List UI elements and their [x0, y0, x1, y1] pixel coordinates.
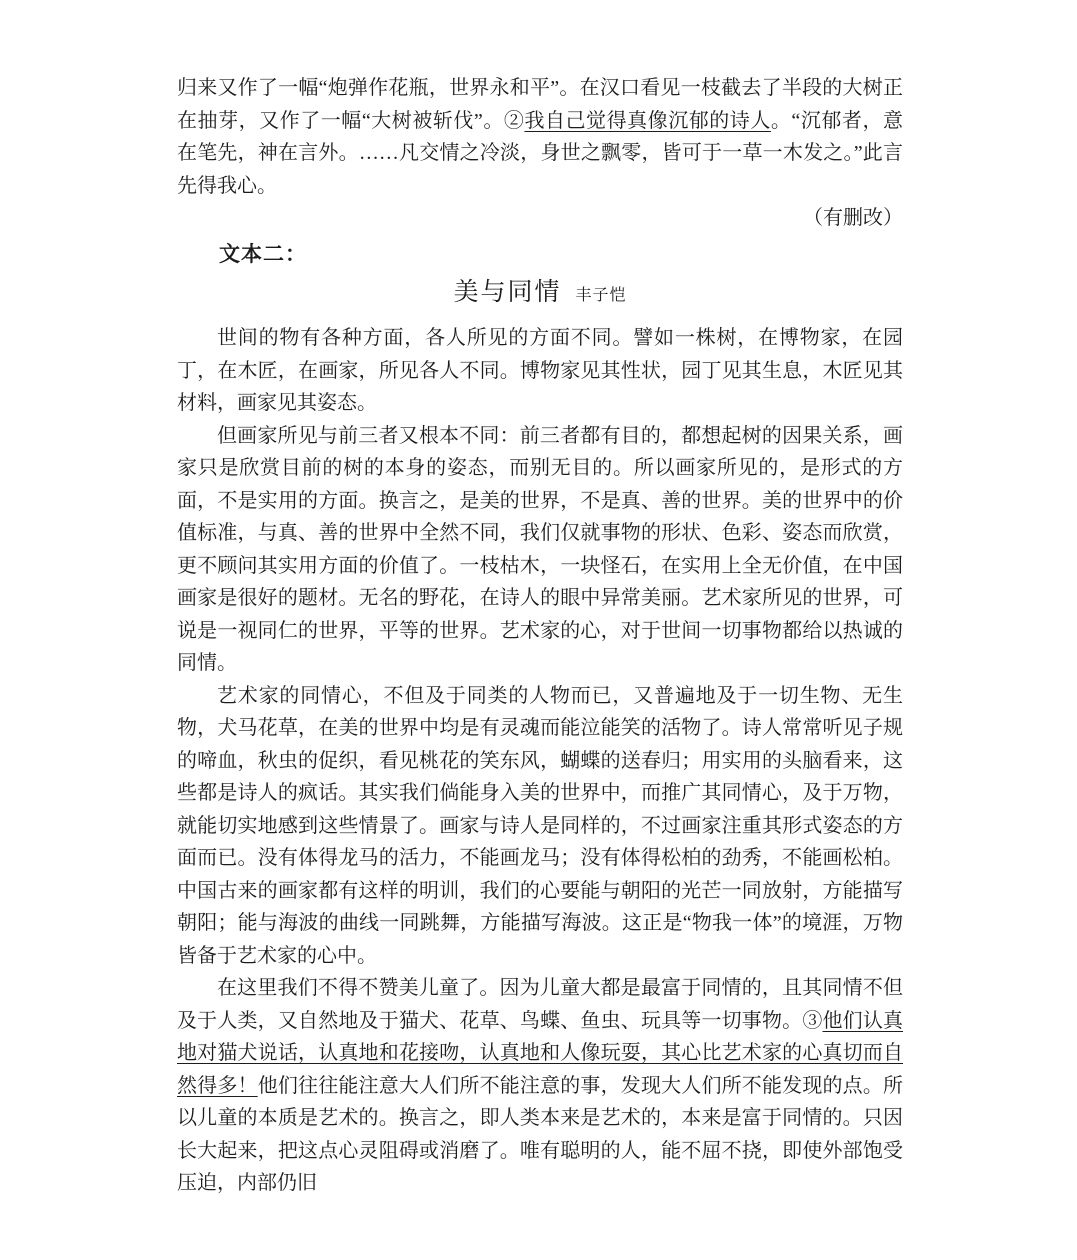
body-paragraph-3	[177, 680, 903, 973]
text-segment: 他们往往能注意大人们所不能注意的事，发现大人们所不能发现的点。所以儿童的本质是艺术的。换言之，即人类本来是艺术的，本来是富于同情的。只因长大起来，把这点心灵阻碍或消磨了。唯有聪明的人，能不屈不挠，即使外部饱受压迫，内部仍旧	[177, 1074, 904, 1194]
intro-continuation-paragraph	[177, 72, 903, 202]
article-author: 丰子恺	[575, 287, 627, 304]
text-segment: 在这里我们不得不赞美儿童了。因为儿童大都是最富于同情的，且其同情不但及于人类，又自然地及于猫犬、花草、鸟蝶、鱼虫、玩具等一切事物。	[177, 977, 903, 1032]
body-paragraph-2	[177, 420, 903, 680]
underlined-segment: 他们认真地对猫犬说话，认真地和花接吻，认真地和人像玩耍，其心比艺术家的心真切而自然得多！	[177, 1009, 904, 1097]
text-segment: 世间的物有各种方面，各人所见的方面不同。譬如一株树，在博物家，在园丁，在木匠，在画家，所见各人不同。博物家见其性状，园丁见其生息，木匠见其材料，画家见其姿态。	[177, 327, 903, 414]
text-segment: 。“沉郁者，意在笔先，神在言外。……凡交情之冷淡，身世之飘零，皆可于一草一木发之。”此言先得我心。	[177, 109, 903, 197]
document-body	[177, 72, 903, 1200]
text-segment: 艺术家的同情心，不但及于同类的人物而已，又普遍地及于一切生物、无生物，犬马花草，在美的世界中均是有灵魂而能泣能笑的活物了。诗人常常听见子规的啼血，秋虫的促织，看见桃花的笑东风，蝴蝶的送春归；用实用的头脑看来，这些都是诗人的疯话。其实我们倘能身入美的世界中，而推广其同情心，及于万物，就能切实地感到这些情景了。画家与诗人是同样的，不过画家注重其形式姿态的方面而已。没有体得龙马的活力，不能画龙马；没有体得松柏的劲秀，不能画松柏。中国古来的画家都有这样的明训，我们的心要能与朝阳的光芒一同放射，方能描写朝阳；能与海波的曲线一同跳舞，方能描写海波。这正是“物我一体”的境涯，万物皆备于艺术家的心中。	[177, 684, 903, 967]
article-title-line	[177, 273, 903, 316]
body-paragraph-1	[177, 322, 903, 420]
attribution-note: （有删改）	[803, 207, 903, 229]
body-paragraph-4	[177, 972, 903, 1200]
section-heading-text2: 文本二：	[219, 242, 307, 266]
text-segment: 归来又作了一幅“炮弹作花瓶，世界永和平”。在汉口看见一枝截去了半段的大树正在抽芽，又作了一幅“大树被斩伐”。	[177, 77, 903, 132]
article-title: 美与同情	[453, 279, 562, 306]
text-segment: 但画家所见与前三者又根本不同：前三者都有目的，都想起树的因果关系，画家只是欣赏目前的树的本身的姿态，而别无目的。所以画家所见的，是形式的方面，不是实用的方面。换言之，是美的世界，不是真、善的世界。美的世界中的价值标准，与真、善的世界中全然不同，我们仅就事物的形状、色彩、姿态而欣赏，更不顾问其实用方面的价值了。一枝枯木，一块怪石，在实用上全无价值，在中国画家是很好的题材。无名的野花，在诗人的眼中异常美丽。艺术家所见的世界，可说是一视同仁的世界，平等的世界。艺术家的心，对于世间一切事物都给以热诚的同情。	[177, 424, 903, 674]
text-segment: ③	[802, 1009, 823, 1032]
text-segment: ②	[503, 109, 525, 132]
underlined-segment: 我自己觉得真像沉郁的诗人	[524, 109, 771, 132]
